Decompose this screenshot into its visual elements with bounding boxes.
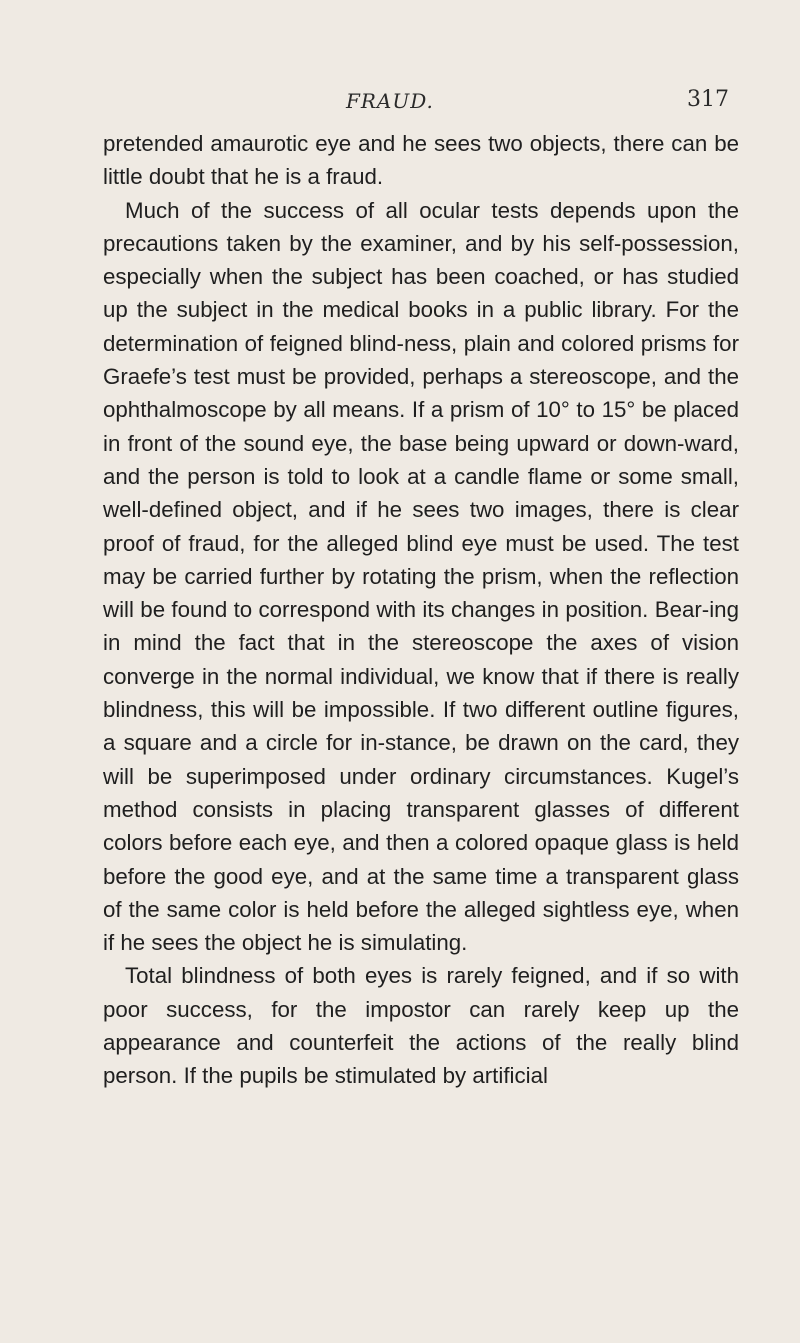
page-number: 317 [687,87,729,112]
running-title: FRAUD. [346,89,434,113]
body-text [103,127,739,1093]
page-header [0,87,800,127]
paragraph-continued: pretended amaurotic eye and he sees two objects, there can be little doubt that he is a fraud. [103,131,739,190]
paragraph-ocular-tests: Much of the success of all ocular tests depends upon the precautions taken by the examiner, and by his self-possession, especially when the subject has been coached, or has studied up the subject in the medical books in a public library. For the determination of feigned blind-ness, plain and colored prisms for Graefe’s test must be provided, perhaps a stereoscope, and the ophthalmoscope by all means. If a prism of 10° to 15° be placed in front of the sound eye, the base being upward or down-ward, and the person is told to look at a candle flame or some small, well-defined object, and if he sees two images, there is clear proof of fraud, for the alleged blind eye must be used. The test may be carried further by rotating the prism, when the reflection will be found to correspond with its changes in position. Bear-ing in mind the fact that in the stereoscope the axes of vision converge in the normal individual, we know that if there is really blindness, this will be impossible. If two different outline figures, a square and a circle for in-stance, be drawn on the card, they will be superimposed under ordinary circumstances. Kugel’s method consists in placing transparent glasses of different colors before each eye, and then a colored opaque glass is held before the good eye, and at the same time a transparent glass of the same color is held before the alleged sightless eye, when if he sees the object he is simulating. [103,197,739,956]
paragraph-total-blindness: Total blindness of both eyes is rarely feigned, and if so with poor success, for the impostor can rarely keep up the appearance and counterfeit the actions of the really blind person. If the pupils be stimulated by artificial [103,963,739,1089]
